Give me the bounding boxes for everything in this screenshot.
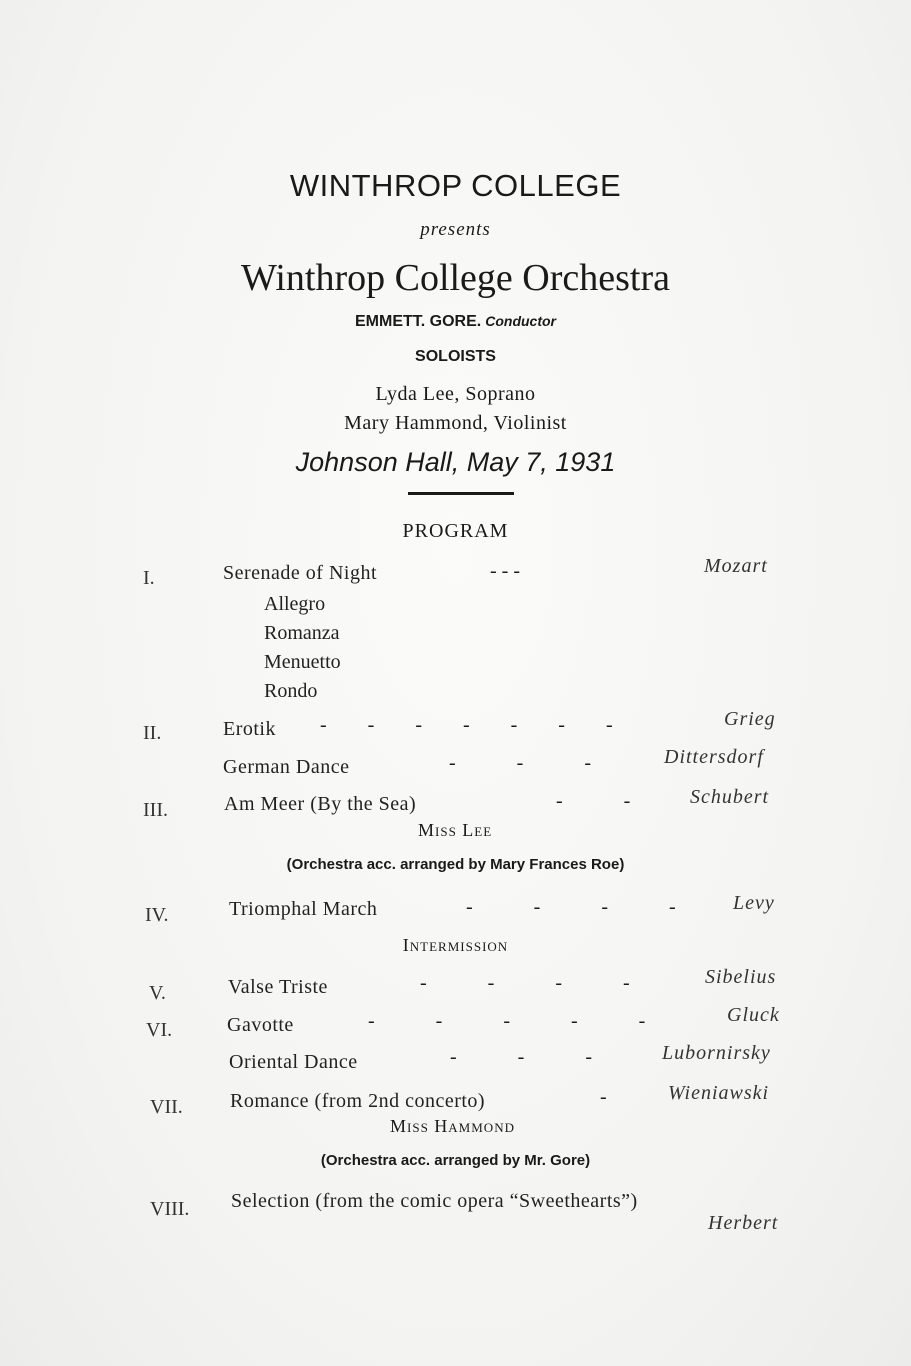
- divider-rule: [408, 492, 514, 495]
- institution-title: WINTHROP COLLEGE: [289, 168, 622, 203]
- item-number: VII.: [150, 1096, 183, 1118]
- item-dashes: - - -: [450, 1046, 592, 1068]
- item-dashes: - - -: [449, 752, 591, 774]
- movement: Rondo: [264, 680, 318, 702]
- item-title: Selection (from the comic opera “Sweethearts”): [231, 1190, 638, 1212]
- item-title: Triomphal March: [229, 898, 378, 920]
- item-dashes: - - - -: [420, 972, 630, 994]
- item-title: Erotik: [223, 718, 276, 740]
- venue-date: Johnson Hall, May 7, 1931: [295, 447, 616, 477]
- item-composer: Herbert: [708, 1212, 779, 1234]
- item-number: III.: [143, 799, 168, 821]
- program-heading: PROGRAM: [402, 520, 509, 542]
- conductor-line: [0, 313, 911, 331]
- item-dashes: - - - -: [466, 896, 676, 918]
- movement: Allegro: [264, 593, 326, 615]
- item-composer: Gluck: [727, 1004, 780, 1026]
- soloist-credit: Miss Lee: [418, 820, 493, 840]
- item-title: Gavotte: [227, 1014, 294, 1036]
- item-title: Serenade of Night: [223, 562, 378, 584]
- conductor-name: EMMETT. GORE.: [355, 313, 482, 330]
- intermission-label: Intermission: [402, 935, 509, 955]
- item-number: IV.: [145, 904, 169, 926]
- item-composer: Lubornirsky: [662, 1042, 771, 1064]
- item-number: I.: [143, 567, 155, 589]
- movement: Romanza: [264, 622, 340, 644]
- item-number: VIII.: [150, 1198, 190, 1220]
- item-composer: Schubert: [690, 786, 770, 808]
- item-dashes: - - - - - - -: [320, 714, 613, 736]
- item-composer: Sibelius: [705, 966, 777, 988]
- item-title: Romance (from 2nd concerto): [230, 1090, 486, 1112]
- item-number: VI.: [146, 1019, 173, 1041]
- presents-line: presents: [420, 219, 491, 240]
- item-composer: Levy: [733, 892, 775, 914]
- movement: Menuetto: [264, 651, 341, 673]
- arrangement-note: (Orchestra acc. arranged by Mr. Gore): [320, 1152, 591, 1169]
- item-number: V.: [149, 982, 166, 1004]
- item-title: Am Meer (By the Sea): [224, 793, 417, 815]
- soloist-line-1: Lyda Lee, Soprano: [375, 383, 536, 405]
- item-composer: Wieniawski: [668, 1082, 770, 1104]
- item-dashes: - -: [556, 790, 631, 812]
- item-title: German Dance: [223, 756, 350, 778]
- item-dashes: - - -: [490, 560, 520, 582]
- item-title: Oriental Dance: [229, 1051, 358, 1073]
- item-composer: Mozart: [704, 555, 768, 577]
- arrangement-note: (Orchestra acc. arranged by Mary Frances Roe): [286, 856, 625, 873]
- item-title: Valse Triste: [228, 976, 328, 998]
- item-composer: Grieg: [724, 708, 776, 730]
- item-composer: Dittersdorf: [664, 746, 764, 768]
- soloist-credit: Miss Hammond: [390, 1116, 515, 1136]
- soloists-label: SOLOISTS: [415, 348, 496, 365]
- ensemble-title: Winthrop College Orchestra: [240, 257, 670, 299]
- conductor-role: Conductor: [485, 313, 556, 329]
- soloist-line-2: Mary Hammond, Violinist: [344, 412, 567, 434]
- item-dashes: -: [600, 1086, 607, 1108]
- item-number: II.: [143, 722, 162, 744]
- item-dashes: - - - - -: [368, 1010, 646, 1032]
